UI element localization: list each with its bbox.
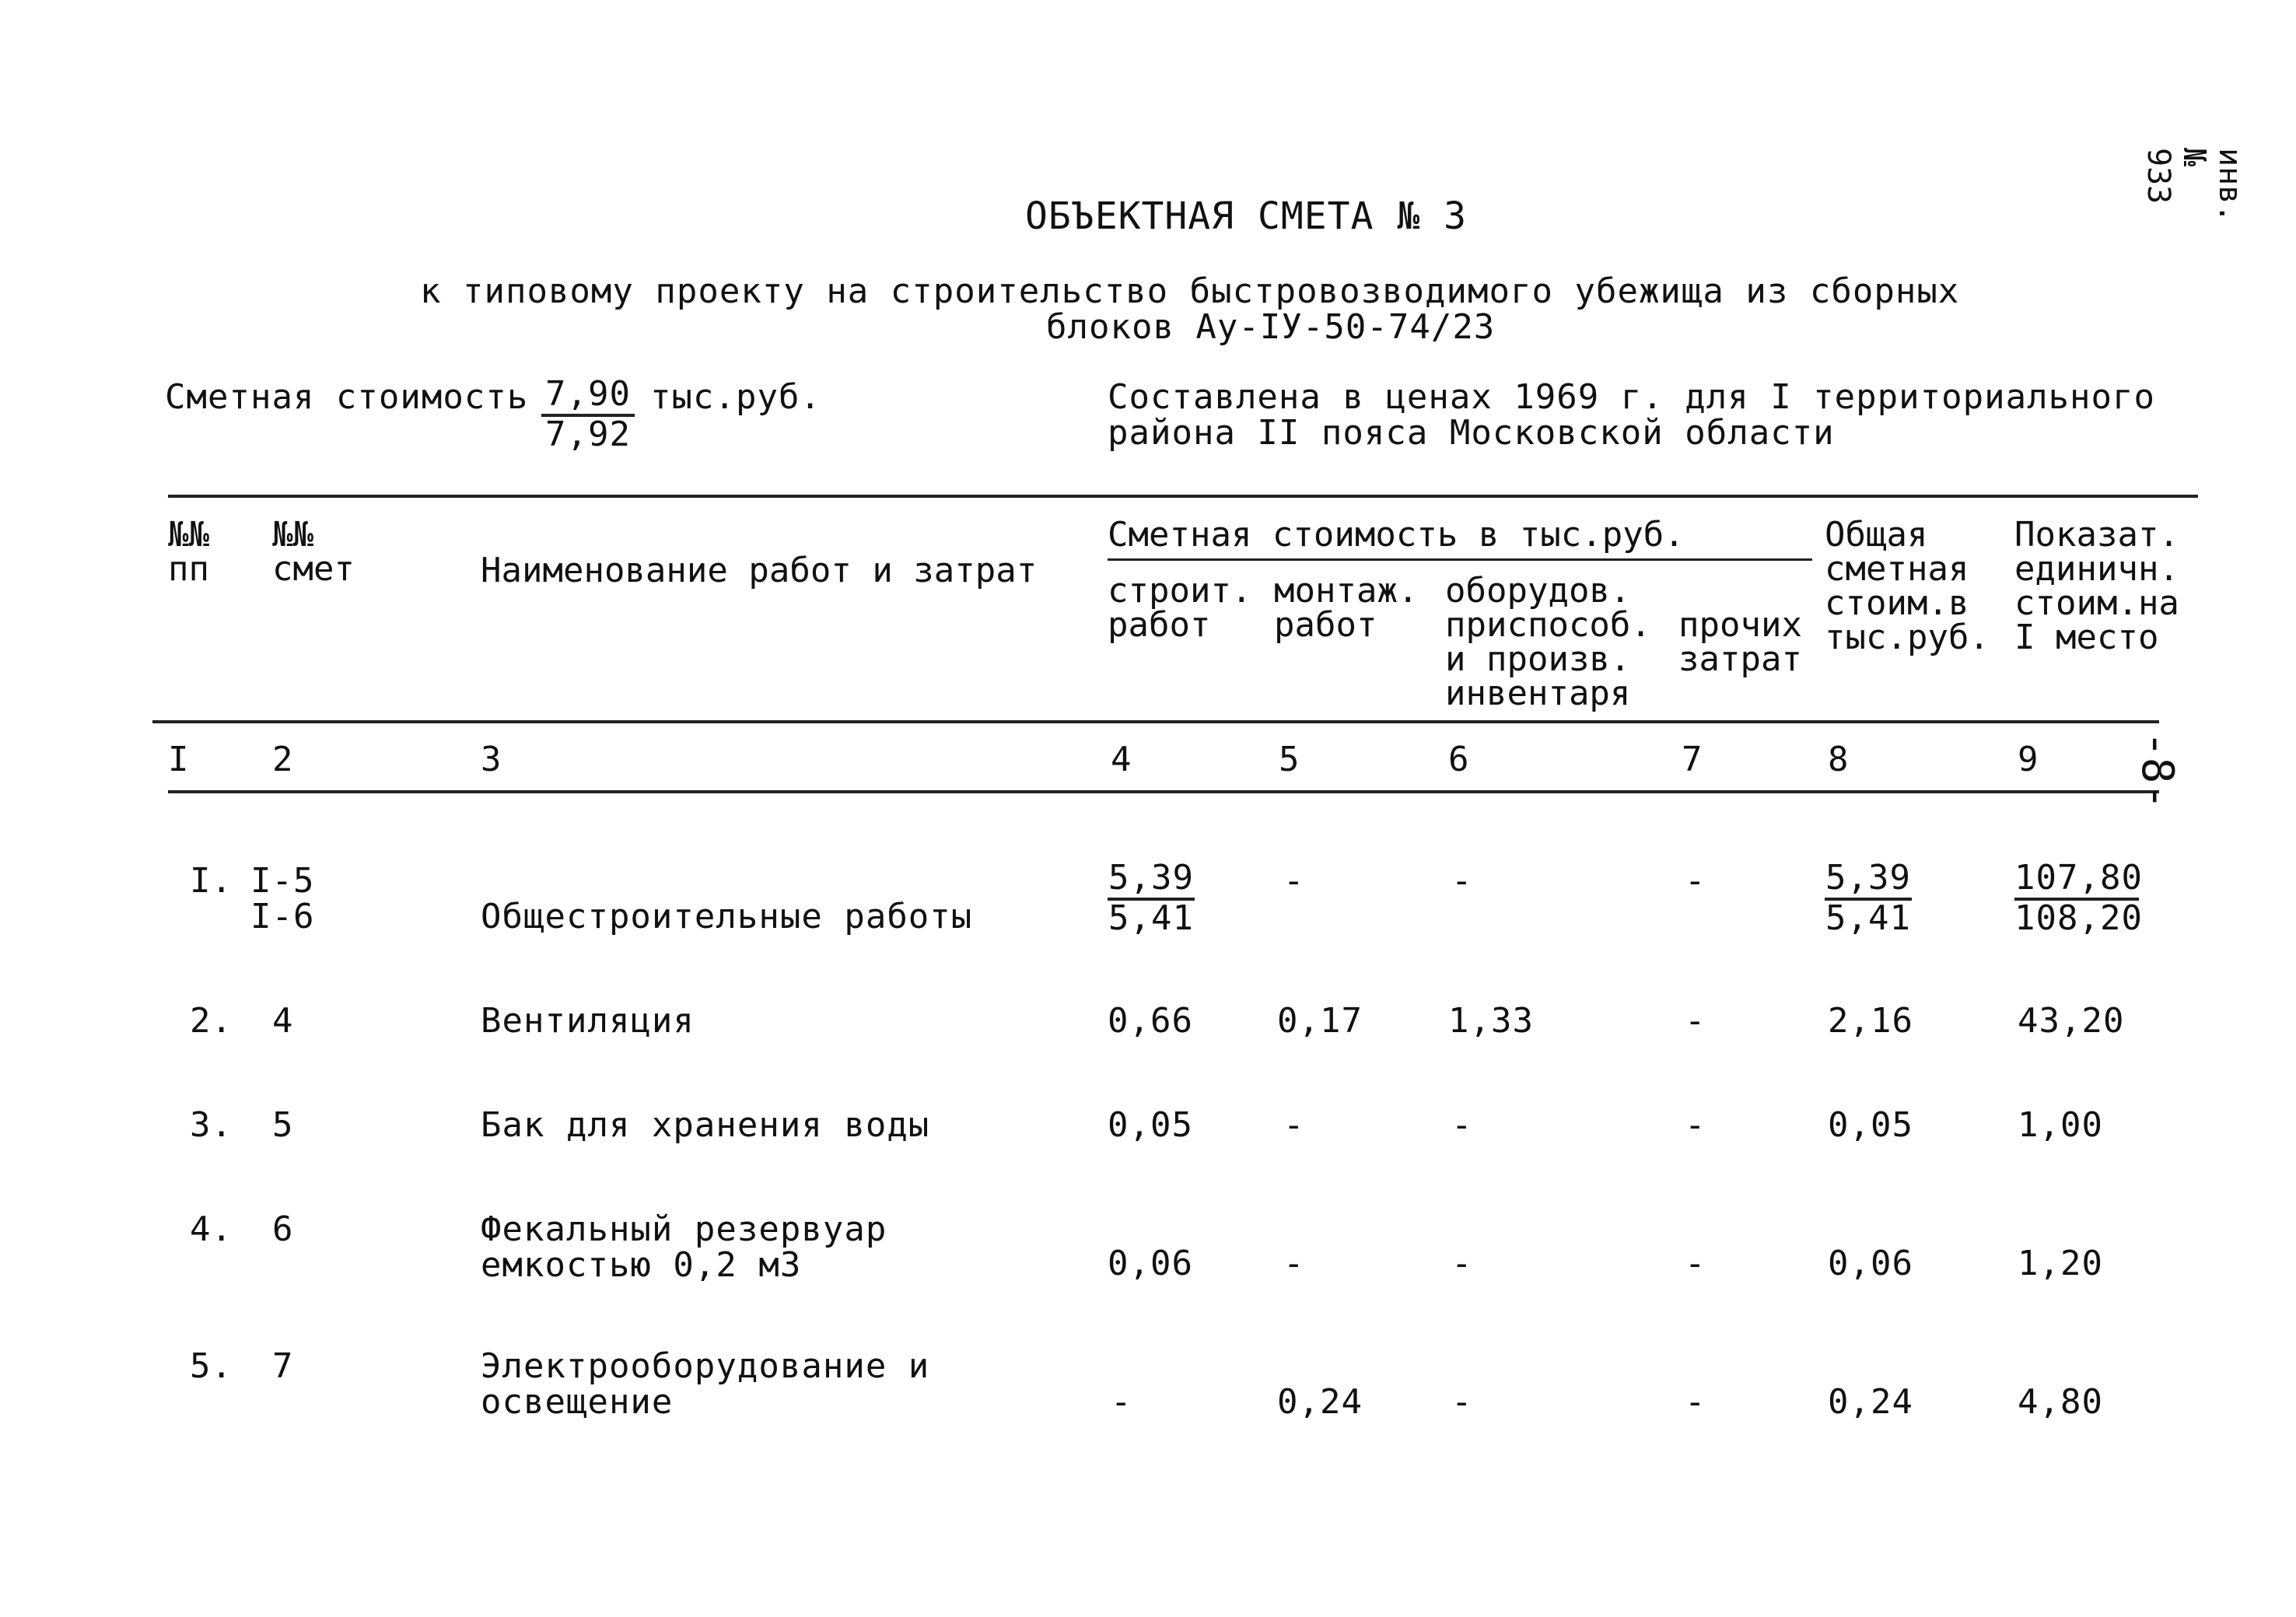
header-col8-line2: сметная — [1825, 549, 1969, 589]
col-number-5: 5 — [1279, 740, 1300, 779]
header-col1-line1: №№ — [168, 515, 209, 555]
header-col9-line3: стоим.на — [2014, 583, 2179, 623]
estimate-unit: тыс.руб. — [650, 377, 821, 417]
header-bottom-rule — [152, 720, 2159, 723]
row3-name: Бак для хранения воды — [481, 1105, 930, 1145]
row3-c6: - — [1451, 1105, 1473, 1145]
row2-smet: 4 — [272, 1001, 294, 1041]
row2-pp: 2. — [190, 1001, 233, 1041]
row4-c4: 0,06 — [1108, 1244, 1193, 1283]
column-numbers-rule — [168, 790, 2159, 793]
row1-c4 — [1108, 860, 1195, 936]
row5-c9: 4,80 — [2018, 1382, 2103, 1422]
group-header-rule — [1108, 558, 1812, 561]
row1-pp: I. — [190, 861, 233, 901]
header-col3: Наименование работ и затрат — [481, 551, 1038, 590]
page-mark: -8- — [2132, 731, 2182, 810]
row4-name — [481, 1209, 887, 1285]
estimate-value-denominator: 7,92 — [545, 415, 631, 454]
row5-c4: - — [1111, 1382, 1132, 1422]
row1-smet-line1: I-5 — [250, 861, 315, 901]
row2-c7: - — [1685, 1001, 1706, 1041]
header-col9-line2: единичн. — [2014, 549, 2179, 589]
document-title: ОБЪЕКТНАЯ СМЕТА № 3 — [1025, 194, 1468, 238]
row5-c7: - — [1685, 1382, 1706, 1422]
header-col2 — [272, 515, 355, 589]
row2-c8: 2,16 — [1828, 1001, 1913, 1041]
row3-c7: - — [1685, 1105, 1706, 1145]
header-col5 — [1274, 571, 1419, 645]
row5-c6: - — [1451, 1382, 1473, 1422]
header-col4-line2: работ — [1108, 605, 1211, 645]
row1-c4-num: 5,39 — [1108, 860, 1195, 901]
row1-c4-den: 5,41 — [1108, 898, 1194, 938]
row1-c9-den: 108,20 — [2014, 898, 2143, 938]
col-number-4: 4 — [1111, 740, 1132, 779]
header-col9-line4: I место — [2014, 618, 2159, 657]
row4-c8: 0,06 — [1828, 1244, 1913, 1283]
col-number-3: 3 — [481, 740, 502, 779]
col-number-6: 6 — [1448, 740, 1470, 779]
row1-c8-num: 5,39 — [1825, 860, 1912, 901]
row2-c5: 0,17 — [1277, 1001, 1363, 1041]
row1-name: Общестроительные работы — [481, 897, 973, 936]
row1-c7: - — [1685, 861, 1706, 901]
header-col5-line1: монтаж. — [1274, 571, 1419, 611]
header-col1 — [168, 515, 209, 589]
row1-smet — [250, 863, 314, 935]
compiled-line1: Составлена в ценах 1969 г. для I территориального — [1108, 377, 2156, 417]
header-col8-line3: стоим.в — [1825, 583, 1969, 623]
header-col7-line2: затрат — [1678, 639, 1802, 679]
col-number-1: I — [168, 740, 190, 779]
row2-c4: 0,66 — [1108, 1001, 1193, 1041]
row3-smet: 5 — [272, 1105, 294, 1145]
table-top-rule — [168, 495, 2198, 498]
header-col4 — [1108, 571, 1252, 645]
col-number-9: 9 — [2018, 740, 2039, 779]
header-group: Сметная стоимость в тыс.руб. — [1108, 515, 1685, 555]
header-col7 — [1678, 605, 1802, 679]
row1-c5: - — [1283, 861, 1305, 901]
header-col5-line2: работ — [1274, 605, 1377, 645]
header-col7-line1: прочих — [1678, 605, 1802, 645]
header-col9 — [2014, 515, 2179, 657]
header-col8-line4: тыс.руб. — [1825, 618, 1990, 657]
document-subtitle-line2: блоков Ау-IУ-50-74/23 — [1046, 307, 1496, 347]
header-col9-line1: Показат. — [2014, 515, 2179, 555]
col-number-2: 2 — [272, 740, 294, 779]
row1-c9-num: 107,80 — [2014, 860, 2139, 901]
row1-smet-line2: I-6 — [250, 897, 315, 936]
compiled-line2: района II пояса Московской области — [1108, 413, 1835, 453]
header-col6-line3: и произв. — [1445, 639, 1631, 679]
row4-smet: 6 — [272, 1209, 294, 1249]
header-col6-line4: инвентаря — [1445, 674, 1631, 713]
col-number-7: 7 — [1682, 740, 1703, 779]
estimate-label: Сметная стоимость — [165, 377, 529, 417]
row5-name — [481, 1346, 930, 1422]
row5-smet: 7 — [272, 1346, 294, 1386]
row2-c6: 1,33 — [1448, 1001, 1534, 1041]
row3-c9: 1,00 — [2018, 1105, 2103, 1145]
header-col2-line1: №№ — [272, 515, 313, 555]
header-col1-line2: пп — [168, 549, 209, 589]
header-col2-line2: смет — [272, 549, 355, 589]
row5-name-line1: Электрооборудование и — [481, 1346, 930, 1386]
row3-c8: 0,05 — [1828, 1105, 1913, 1145]
row5-pp: 5. — [190, 1346, 233, 1386]
row4-pp: 4. — [190, 1209, 233, 1249]
row2-name: Вентиляция — [481, 1001, 695, 1041]
row5-c8: 0,24 — [1828, 1382, 1913, 1422]
header-col4-line1: строит. — [1108, 571, 1252, 611]
header-col6-line2: приспособ. — [1445, 605, 1651, 645]
row1-c6: - — [1451, 861, 1473, 901]
row3-pp: 3. — [190, 1105, 233, 1145]
row4-name-line2: емкостью 0,2 м3 — [481, 1245, 802, 1285]
row1-c8 — [1825, 860, 1912, 936]
row4-c6: - — [1451, 1244, 1473, 1283]
estimate-value — [541, 376, 635, 453]
header-col8-line1: Общая — [1825, 515, 1928, 555]
header-col6 — [1445, 571, 1651, 713]
row5-c5: 0,24 — [1277, 1382, 1363, 1422]
row4-c7: - — [1685, 1244, 1706, 1283]
header-col8 — [1825, 515, 1990, 657]
estimate-value-numerator: 7,90 — [541, 376, 635, 417]
row1-c8-den: 5,41 — [1825, 898, 1911, 938]
row3-c4: 0,05 — [1108, 1105, 1193, 1145]
row4-c9: 1,20 — [2018, 1244, 2103, 1283]
inventory-number: инв. № 933 — [2140, 148, 2248, 223]
row4-c5: - — [1283, 1244, 1305, 1283]
row2-c9: 43,20 — [2018, 1001, 2125, 1041]
row4-name-line1: Фекальный резервуар — [481, 1209, 887, 1249]
row1-c9 — [2014, 858, 2143, 938]
row3-c5: - — [1283, 1105, 1305, 1145]
col-number-8: 8 — [1828, 740, 1850, 779]
document-subtitle-line1: к типовому проекту на строительство быстровозводимого убежища из сборных — [420, 271, 1960, 311]
row5-name-line2: освещение — [481, 1382, 674, 1422]
header-col6-line1: оборудов. — [1445, 571, 1631, 611]
